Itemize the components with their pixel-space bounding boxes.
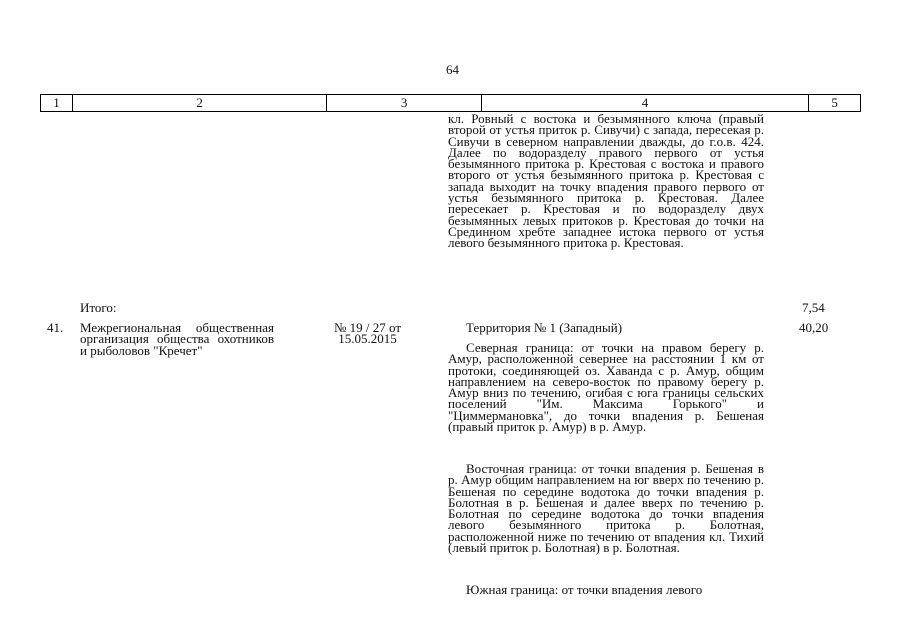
territory-title: Территория № 1 (Западный) xyxy=(466,320,623,335)
header-cell-4: 4 xyxy=(482,95,809,111)
entry-number: 41. xyxy=(47,320,64,335)
organization-name: Межрегиональная общественная организация общества охотников и рыболовов "Кречет" xyxy=(80,320,274,358)
total-label: Итого: xyxy=(80,300,117,315)
continued-description: кл. Ровный с востока и безымянного ключа (правый второй от устья приток р. Сивучи) с запада, пересекая р. Сивучи в северном направлении дважды, до г.о.в. 424. Далее по водоразделу правого первого от устья безымянного притока р. Крестовая с востока и правого второго от устья безымянного притока р. Крестовая с запада выходит на точку впадения правого первого от устья безымянного притока р. Крестовая. Далее пересекает р. Крестовая и по водоразделу двух безымянных левых притоков р. Крестовая до точки на Срединном хребте западнее истока первого от устья левого безымянного притока р. Крестовая. xyxy=(448,111,764,251)
header-cell-2: 2 xyxy=(73,95,327,111)
territory-area: 40,20 xyxy=(799,320,829,335)
header-cell-5: 5 xyxy=(831,95,838,110)
east-border-text: Восточная граница: от точки впадения р. Бешеная в р. Амур общим направлением на юг вверх по течению р. Бешеная по середине водотока до точки впадения р. Болотная в р. Бешеная и далее вверх по течению р. Болотная по середине водотока до точки впадения левого безымянного притока р. Болотная, расположенной ниже по течению от впадения кл. Тихий (левый приток р. Болотная) в р. Болотная. xyxy=(448,461,764,556)
header-cell-3: 3 xyxy=(327,95,482,111)
north-border-text: Северная граница: от точки на правом берегу р. Амур, расположенной севернее на расстоянии 1 км от протоки, соединяющей оз. Хаванда с р. Амур, общим направлением на северо-восток по правому берегу р. Амур вниз по течению, огибая с юга границы сельских поселений "Им. Максима Горького" и "Циммермановка", до точки впадения р. Бешеная (правый приток р. Амур) в р. Амур. xyxy=(448,340,764,435)
table-header-row xyxy=(40,94,861,112)
page-number: 64 xyxy=(446,62,459,77)
total-value: 7,54 xyxy=(802,300,825,315)
document-reference: № 19 / 27 от 15.05.2015 xyxy=(333,320,402,347)
south-border-text: Южная граница: от точки впадения левого xyxy=(466,582,703,597)
header-cell-1: 1 xyxy=(41,95,73,111)
